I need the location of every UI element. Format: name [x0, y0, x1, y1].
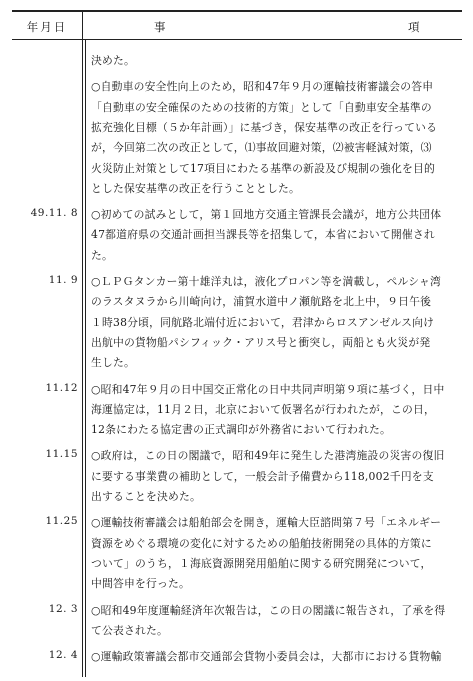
entry-text-line: １時38分頃，同航路北端付近において，君津からロスアンゼルス向け [91, 315, 435, 329]
entry-text-line: ○運輸政策審議会都市交通部会貨物小委員会は，大都市における貨物輸 [91, 650, 442, 664]
entry-text-line: ○自動車の安全性向上のため，昭和47年９月の運輸技術審議会の答申 [91, 80, 434, 94]
header-event-part1: 事 [154, 20, 166, 34]
header-date: 年月日 [26, 20, 68, 34]
entry-text-line: のラスタヌラから川崎向け，浦賀水道中ノ瀬航路を北上中，９日午後 [91, 295, 432, 309]
entry-text-line: ○政府は，この日の閣議で，昭和49年に発生した港湾施設の災害の復旧 [91, 449, 445, 463]
entry-text-line: 出することを決めた。 [91, 490, 201, 503]
entry-text-line: た。 [91, 248, 113, 262]
entry-text-line: 資源をめぐる環境の変化に対するための船舶技術開発の具体的方策に [91, 536, 432, 550]
entry-text-line: 47都道府県の交通計画担当課長等を招集して，本省において開催され [91, 228, 435, 242]
entry-date: 12. 3 [48, 602, 78, 615]
entry-date: 11.15 [45, 448, 78, 461]
entry-text-line: 出航中の貨物船パシフィック・アリス号と衝突し，両船とも火災が発 [91, 335, 431, 349]
entry-date: 11.25 [45, 515, 78, 528]
table-header [12, 12, 462, 40]
entry-date: 11. 9 [48, 274, 78, 286]
entry-text-line: 拡充強化目標（５か年計画）」に基づき，保安基準の改正を行っている [91, 120, 438, 134]
entry-date: 12. 4 [48, 649, 78, 662]
entry-text-line: 12条にわたる協定書の正式調印が外務省において行われた。 [91, 423, 392, 437]
entry-text-line: 「自動車の安全確保のための技術的方策」として「自動車安全基準の [91, 100, 432, 114]
entry-text-line: ○運輸技術審議会は船舶部会を開き，運輸大臣諮問第７号「エネルギー [91, 516, 442, 530]
entry-text-line: 火災防止対策として17項目にわたる基準の新設及び規制の強化を目的 [91, 161, 436, 175]
entry-date: 49.11. 8 [30, 207, 78, 220]
entry-text-line: て公表された。 [91, 623, 168, 637]
entry-date: 11.12 [45, 381, 78, 394]
entry-text-line: 生した。 [91, 356, 135, 370]
header-event-part2: 項 [408, 20, 420, 34]
entry-text-line: が，今回第二次の改正として，⑴事故回避対策，⑵被害軽減対策，⑶ [91, 141, 432, 155]
entry-text-line: ついて」のうち，１海底資源開発用船舶に関する研究開発について， [91, 556, 432, 570]
entry-text-line: に要する事業費の補助として，一般会計予備費から118,002千円を支 [91, 469, 434, 483]
chronology-table [12, 10, 462, 677]
entry-text-line: 決めた。 [91, 54, 135, 67]
entry-text-line: 中間答申を行った。 [91, 577, 190, 591]
column-divider-inner [85, 39, 86, 677]
entry-text-line: ○昭和49年度運輸経済年次報告は，この日の閣議に報告され，了承を得 [91, 603, 446, 617]
column-divider [82, 12, 83, 677]
entry-text-line: ○昭和47年９月の日中国交正常化の日中共同声明第９項に基づく，日中 [91, 382, 445, 396]
entry-text-line: とした保安基準の改正を行うこととした。 [91, 181, 300, 195]
entry-text-line: ○初めての試みとして，第１回地方交通主管課長会議が，地方公共団体 [91, 208, 442, 222]
entry-text-line: ○ＬＰＧタンカー第十雄洋丸は，液化プロパン等を満載し，ペルシャ湾 [91, 275, 442, 288]
entry-text-line: 海運協定は，11月２日，北京において仮署名が行われたが，この日， [91, 402, 436, 416]
